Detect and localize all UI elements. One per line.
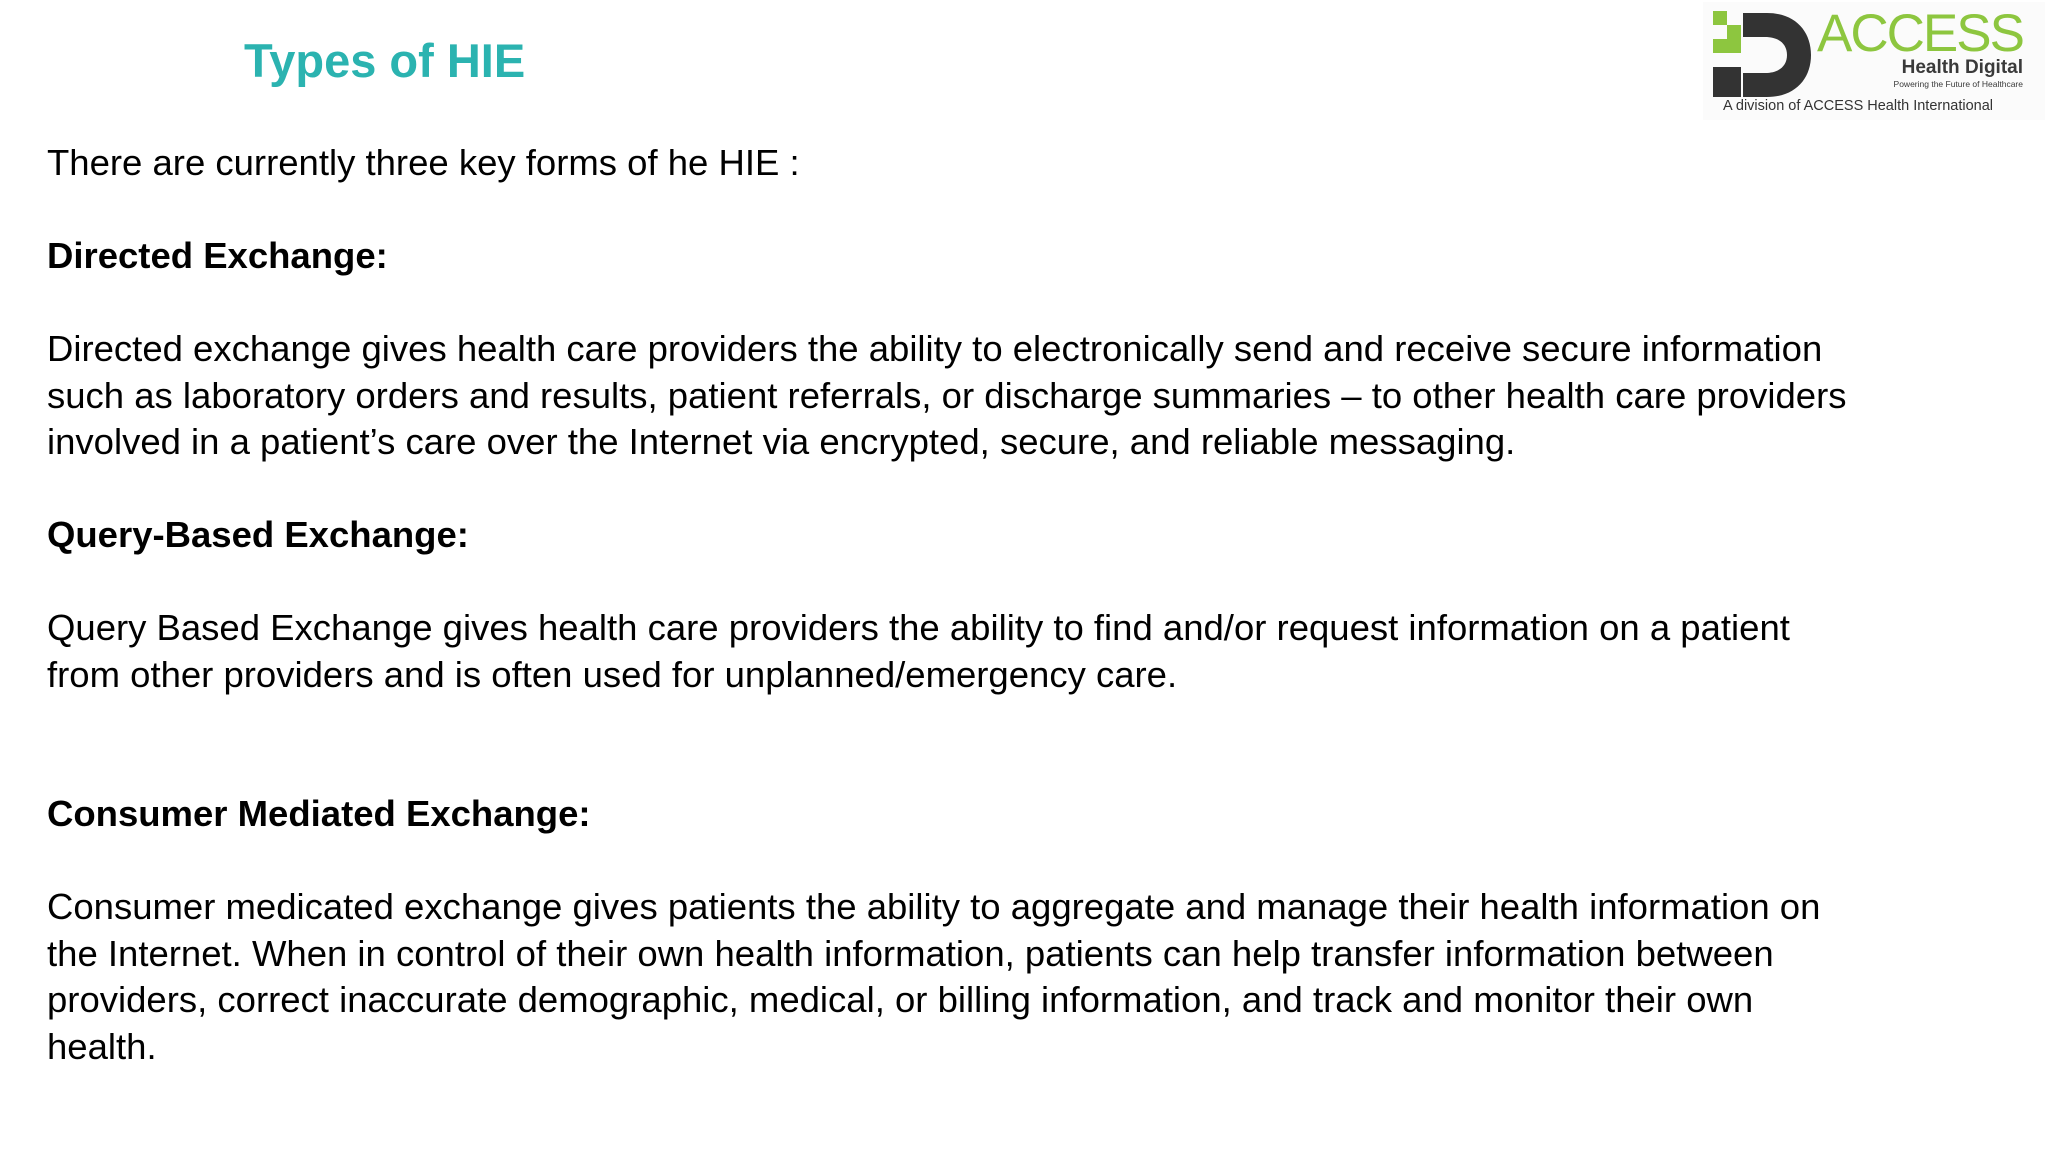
access-health-digital-logo	[1703, 2, 2045, 120]
section-line: Directed exchange gives health care providers the ability to electronically send and receive secure information	[47, 328, 1823, 369]
logo-tagline: Powering the Future of Healthcare	[1893, 79, 2023, 89]
section-line: from other providers and is often used for unplanned/emergency care.	[47, 653, 1178, 695]
section-heading-consumer: Consumer Mediated Exchange:	[47, 793, 591, 834]
slide-title: Types of HIE	[244, 34, 526, 87]
section-heading-query: Query-Based Exchange:	[47, 514, 469, 555]
section-line: providers, correct inaccurate demographic, medical, or billing information, and track and monitor their own	[47, 979, 1754, 1020]
section-line: such as laboratory orders and results, patient referrals, or discharge summaries – to other health care providers	[47, 374, 1847, 416]
logo-wordmark: ACCESS	[1817, 4, 2023, 63]
section-heading-directed: Directed Exchange:	[47, 235, 388, 276]
section-line: Consumer medicated exchange gives patients the ability to aggregate and manage their health information on	[47, 886, 1821, 927]
logo-d-mark-icon	[1713, 11, 1823, 97]
section-line: the Internet. When in control of their own health information, patients can help transfer information between	[47, 932, 1774, 974]
section-line: health.	[47, 1025, 157, 1067]
logo-division-text: A division of ACCESS Health International	[1723, 98, 1994, 114]
intro-text: There are currently three key forms of he HIE :	[47, 142, 800, 183]
slide-body	[47, 140, 2007, 1070]
section-line: involved in a patient’s care over the Internet via encrypted, secure, and reliable messaging.	[47, 421, 1516, 462]
section-line: Query Based Exchange gives health care providers the ability to find and/or request information on a patient	[47, 607, 1790, 648]
logo-subtitle: Health Digital	[1901, 57, 2023, 78]
